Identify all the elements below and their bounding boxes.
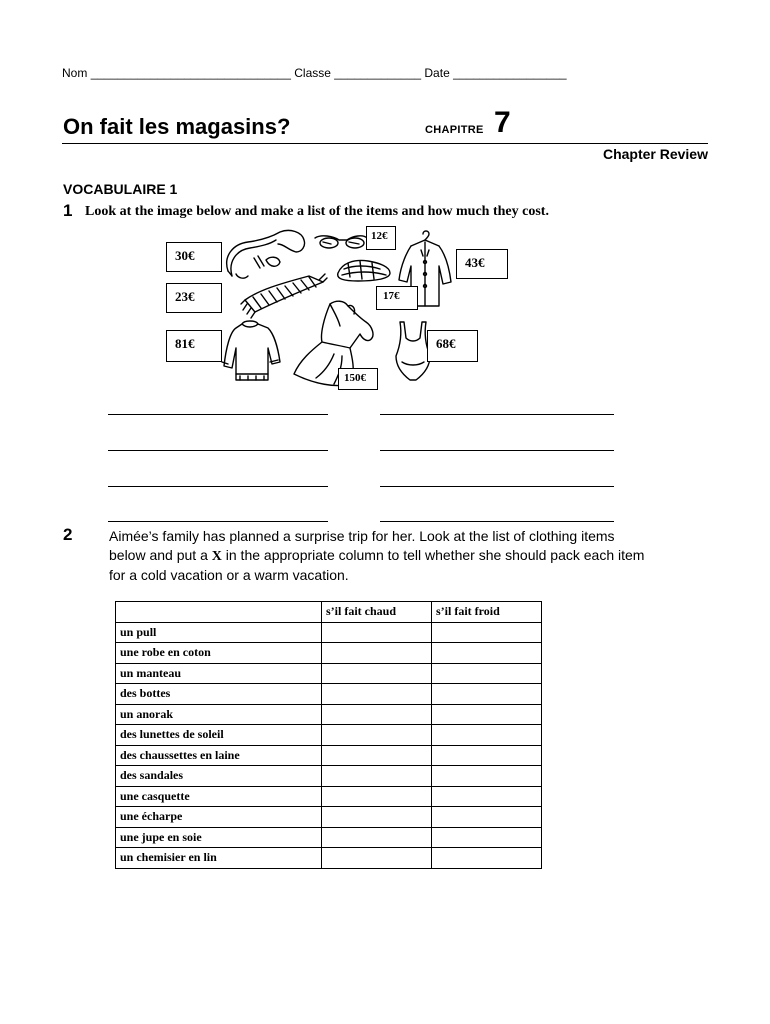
- item-cell: une casquette: [116, 786, 322, 807]
- item-cell: une jupe en soie: [116, 827, 322, 848]
- warm-cell[interactable]: [322, 622, 432, 643]
- warm-cell[interactable]: [322, 725, 432, 746]
- date-label: Date: [424, 66, 450, 80]
- warm-cell[interactable]: [322, 766, 432, 787]
- question-2-text-start: Aimée’s family has planned a surprise trip for her. Look at the list of clothing items below and put a: [109, 528, 615, 563]
- cold-cell[interactable]: [432, 622, 542, 643]
- answer-line[interactable]: [380, 414, 614, 415]
- classe-label: Classe: [294, 66, 331, 80]
- title-rule: [62, 143, 708, 144]
- answer-line[interactable]: [108, 450, 328, 451]
- warm-cell[interactable]: [322, 663, 432, 684]
- chapter-number: 7: [494, 106, 511, 139]
- item-cell: une écharpe: [116, 807, 322, 828]
- question-2-text: [109, 527, 649, 585]
- cold-cell[interactable]: [432, 704, 542, 725]
- table-row: [116, 827, 542, 848]
- warm-cell[interactable]: [322, 807, 432, 828]
- cold-cell[interactable]: [432, 745, 542, 766]
- question-2-number: 2: [63, 525, 73, 544]
- classe-field[interactable]: _____________: [334, 66, 422, 80]
- table-header-row: [116, 602, 542, 623]
- question-2-x-mark: X: [211, 549, 222, 564]
- price-tag: 43€: [456, 249, 508, 279]
- cold-cell[interactable]: [432, 848, 542, 869]
- cold-cell[interactable]: [432, 684, 542, 705]
- question-1-number: 1: [63, 201, 73, 220]
- nom-field[interactable]: ______________________________: [90, 66, 291, 80]
- table-row: [116, 663, 542, 684]
- price-tag: 30€: [166, 242, 222, 272]
- price-tag: 81€: [166, 330, 222, 362]
- nom-label: Nom: [62, 66, 88, 80]
- cold-cell[interactable]: [432, 663, 542, 684]
- warm-cell[interactable]: [322, 704, 432, 725]
- price-tag: 17€: [376, 286, 418, 310]
- clothing-table: [115, 601, 542, 869]
- warm-cell[interactable]: [322, 848, 432, 869]
- warm-cell[interactable]: [322, 643, 432, 664]
- item-cell: un anorak: [116, 704, 322, 725]
- item-cell: un pull: [116, 622, 322, 643]
- column-header-item: [116, 602, 322, 623]
- price-tag: 23€: [166, 283, 222, 313]
- sunglasses-icon: [313, 232, 369, 252]
- chapter-review-label: Chapter Review: [602, 146, 708, 162]
- answer-line[interactable]: [380, 521, 614, 522]
- answer-line[interactable]: [108, 414, 328, 415]
- cold-cell[interactable]: [432, 766, 542, 787]
- item-cell: une robe en coton: [116, 643, 322, 664]
- section-heading: VOCABULAIRE 1: [63, 181, 178, 197]
- cold-cell[interactable]: [432, 807, 542, 828]
- page-title: On fait les magasins?: [63, 114, 291, 139]
- question-1-text: Look at the image below and make a list of the items and how much they cost.: [85, 204, 549, 219]
- chapter-label: CHAPITRE: [425, 124, 484, 136]
- column-header-cold: s’il fait froid: [432, 602, 542, 623]
- sandals-icon: [334, 253, 394, 283]
- price-tag: 150€: [338, 368, 378, 390]
- price-tag: 12€: [366, 226, 396, 250]
- answer-line[interactable]: [380, 450, 614, 451]
- warm-cell[interactable]: [322, 786, 432, 807]
- table-row: [116, 848, 542, 869]
- table-row: [116, 684, 542, 705]
- answer-line[interactable]: [108, 486, 328, 487]
- item-cell: des bottes: [116, 684, 322, 705]
- warm-cell[interactable]: [322, 684, 432, 705]
- student-info-line: [62, 66, 567, 80]
- table-row: [116, 786, 542, 807]
- column-header-warm: s’il fait chaud: [322, 602, 432, 623]
- price-tag: 68€: [427, 330, 478, 362]
- table-row: [116, 725, 542, 746]
- sweater-icon: [220, 318, 284, 388]
- table-row: [116, 704, 542, 725]
- table-row: [116, 807, 542, 828]
- answer-line[interactable]: [108, 521, 328, 522]
- question-2-text-end: in the appropriate column to tell whether she should pack each item for a cold vacation or a warm vacation.: [109, 547, 645, 583]
- table-row: [116, 643, 542, 664]
- item-cell: des sandales: [116, 766, 322, 787]
- table-row: [116, 745, 542, 766]
- date-field[interactable]: _________________: [453, 66, 567, 80]
- cold-cell[interactable]: [432, 643, 542, 664]
- item-cell: des chaussettes en laine: [116, 745, 322, 766]
- item-cell: un manteau: [116, 663, 322, 684]
- cold-cell[interactable]: [432, 725, 542, 746]
- warm-cell[interactable]: [322, 827, 432, 848]
- table-row: [116, 766, 542, 787]
- table-row: [116, 622, 542, 643]
- cold-cell[interactable]: [432, 786, 542, 807]
- item-cell: des lunettes de soleil: [116, 725, 322, 746]
- warm-cell[interactable]: [322, 745, 432, 766]
- cold-cell[interactable]: [432, 827, 542, 848]
- answer-line[interactable]: [380, 486, 614, 487]
- item-cell: un chemisier en lin: [116, 848, 322, 869]
